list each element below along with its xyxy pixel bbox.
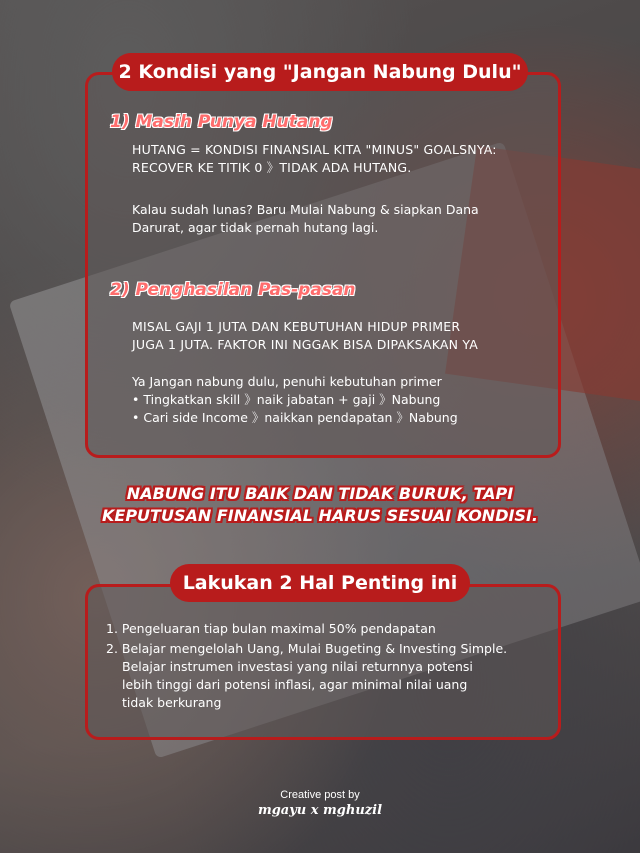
action-item-2-line: Belajar instrumen investasi yang nilai returnnya potensi bbox=[122, 659, 473, 674]
item1-upper-line: HUTANG = KONDISI FINANSIAL KITA "MINUS" GOALSNYA: bbox=[132, 142, 497, 157]
credit-names: mgayu x mghuzil bbox=[257, 803, 383, 818]
action-item-2-line: tidak berkurang bbox=[122, 695, 222, 710]
action-item-2-line: 2. Belajar mengelolah Uang, Mulai Bugeting & Investing Simple. bbox=[106, 641, 508, 656]
item2-upper-text bbox=[132, 318, 478, 354]
item2-bullet: • Tingkatkan skill 》naik jabatan + gaji 》Nabung bbox=[132, 392, 441, 407]
item1-upper-text bbox=[132, 141, 497, 177]
item1-body-line: Darurat, agar tidak pernah hutang lagi. bbox=[132, 220, 379, 235]
action-item-1: 1. Pengeluaran tiap bulan maximal 50% pendapatan bbox=[106, 621, 436, 636]
item2-heading: 2) Penghasilan Pas-pasan bbox=[110, 280, 356, 300]
credit-label: Creative post by bbox=[280, 789, 360, 801]
callout-line: NABUNG ITU BAIK DAN TIDAK BURUK, TAPI bbox=[126, 484, 514, 503]
section1-title: 2 Kondisi yang "Jangan Nabung Dulu" bbox=[112, 53, 528, 91]
item1-body-text bbox=[132, 201, 479, 237]
item1-upper-line: RECOVER KE TITIK 0 》TIDAK ADA HUTANG. bbox=[132, 160, 412, 175]
item2-upper-line: MISAL GAJI 1 JUTA DAN KEBUTUHAN HIDUP PRIMER bbox=[132, 319, 461, 334]
item2-upper-line: JUGA 1 JUTA. FAKTOR INI NGGAK BISA DIPAKSAKAN YA bbox=[132, 337, 478, 352]
callout-line: KEPUTUSAN FINANSIAL HARUS SESUAI KONDISI. bbox=[102, 506, 538, 525]
action-item-2-line: lebih tinggi dari potensi inflasi, agar minimal nilai uang bbox=[122, 677, 468, 692]
item1-body-line: Kalau sudah lunas? Baru Mulai Nabung & siapkan Dana bbox=[132, 202, 479, 217]
section2-title: Lakukan 2 Hal Penting ini bbox=[170, 564, 470, 602]
callout-text bbox=[40, 483, 600, 527]
item2-bullet: • Cari side Income 》naikkan pendapatan 》Nabung bbox=[132, 410, 458, 425]
item2-intro: Ya Jangan nabung dulu, penuhi kebutuhan primer bbox=[132, 374, 442, 389]
action-item-2 bbox=[106, 640, 507, 712]
item1-heading: 1) Masih Punya Hutang bbox=[110, 112, 333, 132]
